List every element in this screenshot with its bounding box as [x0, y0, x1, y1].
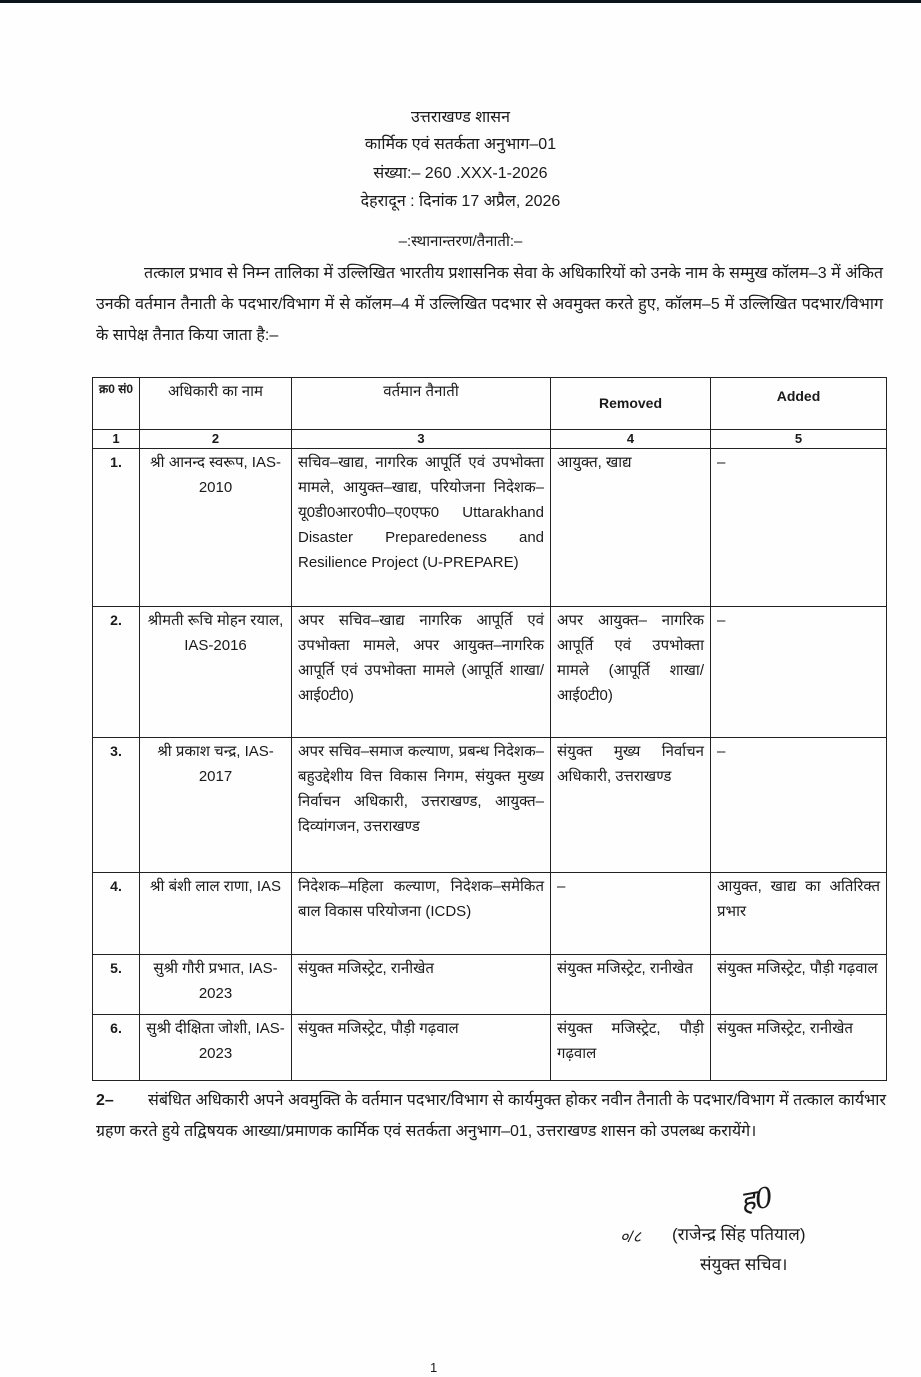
- added-posting: संयुक्त मजिस्ट्रेट, पौड़ी गढ़वाल: [711, 955, 887, 1015]
- current-posting: संयुक्त मजिस्ट्रेट, रानीखेत: [292, 955, 551, 1015]
- paragraph-text: संबंधित अधिकारी अपने अवमुक्ति के वर्तमान पदभार/विभाग से कार्यमुक्त होकर नवीन तैनाती के पदभार/विभाग में तत्काल कार्यभार ग्रहण करते हुये तद्विषयक आख्या/प्रमाणक कार्मिक एवं सतर्कता अनुभाग–01, उत्तराखण्ड शासन को उपलब्ध करायेंगे।: [96, 1092, 886, 1140]
- added-posting: –: [711, 738, 887, 873]
- top-border-bar: [0, 0, 921, 3]
- removed-posting: आयुक्त, खाद्य: [551, 449, 711, 607]
- serial-no: 5.: [93, 955, 140, 1015]
- header-officer-name: अधिकारी का नाम: [140, 378, 292, 430]
- signatory-name: (राजेन्द्र सिंह पतियाल): [672, 1225, 806, 1244]
- table-row: [93, 873, 887, 955]
- column-number-row: [93, 430, 887, 449]
- order-subject: –:स्थानान्तरण/तैनाती:–: [398, 233, 523, 250]
- signatory-designation: संयुक्त सचिव।: [700, 1255, 788, 1274]
- officer-name: श्री आनन्द स्वरूप, IAS-2010: [140, 449, 292, 607]
- column-number: 2: [140, 430, 292, 449]
- serial-no: 4.: [93, 873, 140, 955]
- officer-name: सुश्री दीक्षिता जोशी, IAS-2023: [140, 1015, 292, 1081]
- intro-paragraph: तत्काल प्रभाव से निम्न तालिका में उल्लिखित भारतीय प्रशासनिक सेवा के अधिकारियों को उनके नाम के सम्मुख कॉलम–3 में अंकित उनकी वर्तमान तैनाती के पदभार/विभाग में से कॉलम–4 में उल्लिखित पदभार से अवमुक्त करते हुए, कॉलम–5 में उल्लिखित पदभार/विभाग के सापेक्ष तैनात किया जाता है:–: [96, 265, 883, 344]
- instruction-paragraph: [96, 1085, 886, 1147]
- order-date: देहरादून : दिनांक 17 अप्रैल, 2026: [360, 193, 561, 210]
- added-posting: –: [711, 449, 887, 607]
- column-number: 1: [93, 430, 140, 449]
- header-added: Added: [711, 378, 887, 430]
- current-posting: निदेशक–महिला कल्याण, निदेशक–समेकित बाल विकास परियोजना (ICDS): [292, 873, 551, 955]
- officer-name: सुश्री गौरी प्रभात, IAS-2023: [140, 955, 292, 1015]
- current-posting: अपर सचिव–खाद्य नागरिक आपूर्ति एवं उपभोक्ता मामले, अपर आयुक्त–नागरिक आपूर्ति एवं उपभोक्ता मामले (आपूर्ति शाखा/ आई0टी0): [292, 607, 551, 738]
- current-posting: संयुक्त मजिस्ट्रेट, पौड़ी गढ़वाल: [292, 1015, 551, 1081]
- government-name: उत्तराखण्ड शासन: [411, 109, 510, 126]
- column-number: 3: [292, 430, 551, 449]
- table-row: [93, 955, 887, 1015]
- column-number: 4: [551, 430, 711, 449]
- officer-name: श्री बंशी लाल राणा, IAS: [140, 873, 292, 955]
- serial-no: 1.: [93, 449, 140, 607]
- officer-name: श्रीमती रूचि मोहन रयाल, IAS-2016: [140, 607, 292, 738]
- table-row: [93, 607, 887, 738]
- order-number: संख्या:– 260 .XXX-1-2026: [373, 165, 548, 182]
- table-row: [93, 1015, 887, 1081]
- added-posting: संयुक्त मजिस्ट्रेट, रानीखेत: [711, 1015, 887, 1081]
- removed-posting: अपर आयुक्त– नागरिक आपूर्ति एवं उपभोक्ता मामले (आपूर्ति शाखा/ आई0टी0): [551, 607, 711, 738]
- removed-posting: संयुक्त मजिस्ट्रेट, रानीखेत: [551, 955, 711, 1015]
- removed-posting: –: [551, 873, 711, 955]
- removed-posting: संयुक्त मजिस्ट्रेट, पौड़ी गढ़वाल: [551, 1015, 711, 1081]
- paragraph-number: 2–: [96, 1092, 114, 1109]
- header-serial-no: क्र0 सं0: [93, 378, 140, 430]
- serial-no: 6.: [93, 1015, 140, 1081]
- current-posting: सचिव–खाद्य, नागरिक आपूर्ति एवं उपभोक्ता मामले, आयुक्त–खाद्य, परियोजना निदेशक– यू0डी0आर0पी0–ए0एफ0 Uttarakhand Disaster Preparedeness and Resilience Project (U-PREPARE): [292, 449, 551, 607]
- added-posting: –: [711, 607, 887, 738]
- signature-initial-mark: ०/८: [620, 1229, 642, 1246]
- serial-no: 3.: [93, 738, 140, 873]
- column-number: 5: [711, 430, 887, 449]
- removed-posting: संयुक्त मुख्य निर्वाचन अधिकारी, उत्तराखण्ड: [551, 738, 711, 873]
- table-row: [93, 449, 887, 607]
- table-header-row: [93, 378, 887, 430]
- serial-no: 2.: [93, 607, 140, 738]
- page-number: 1: [430, 1360, 438, 1375]
- added-posting: आयुक्त, खाद्य का अतिरिक्त प्रभार: [711, 873, 887, 955]
- transfer-table: [92, 377, 887, 1081]
- signature-scribble: ह0: [737, 1180, 776, 1219]
- officer-name: श्री प्रकाश चन्द्र, IAS-2017: [140, 738, 292, 873]
- department-section: कार्मिक एवं सतर्कता अनुभाग–01: [364, 136, 557, 153]
- table-row: [93, 738, 887, 873]
- header-current-posting: वर्तमान तैनाती: [292, 378, 551, 430]
- header-removed: Removed: [551, 378, 711, 430]
- current-posting: अपर सचिव–समाज कल्याण, प्रबन्ध निदेशक– बहुउद्देशीय वित्त विकास निगम, संयुक्त मुख्य निर्वाचन अधिकारी, उत्तराखण्ड, आयुक्त– दिव्यांगजन, उत्तराखण्ड: [292, 738, 551, 873]
